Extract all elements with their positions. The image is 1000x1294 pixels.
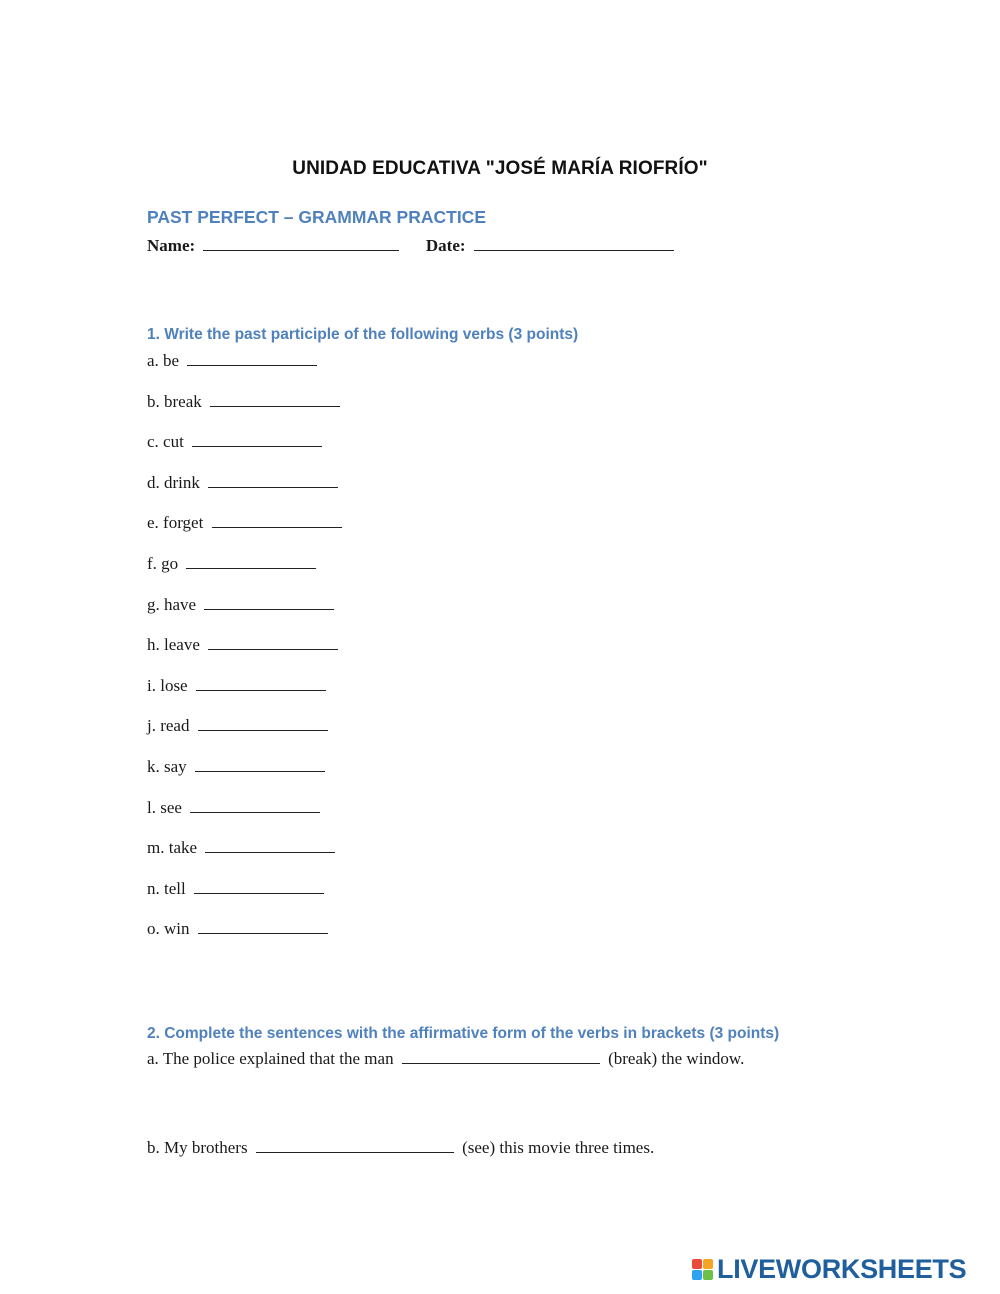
verb-label: k. say bbox=[147, 756, 187, 776]
list-item bbox=[147, 431, 342, 472]
verb-label: g. have bbox=[147, 594, 197, 614]
logo-text: LIVEWORKSHEETS bbox=[717, 1254, 967, 1284]
list-item bbox=[147, 797, 342, 838]
answer-field[interactable] bbox=[198, 716, 328, 731]
sentence-b-end: (see) this movie three times. bbox=[462, 1138, 655, 1157]
verb-label: o. win bbox=[147, 919, 190, 939]
name-label: Name: bbox=[147, 236, 196, 255]
verb-label: b. break bbox=[147, 391, 202, 411]
verb-label: a. be bbox=[147, 351, 180, 370]
liveworksheets-logo bbox=[692, 1254, 966, 1285]
sentence-b-field[interactable] bbox=[256, 1138, 454, 1153]
list-item bbox=[147, 472, 342, 513]
answer-field[interactable] bbox=[195, 757, 325, 772]
verb-label: e. forget bbox=[147, 513, 204, 533]
verb-label: m. take bbox=[147, 838, 198, 858]
answer-field[interactable] bbox=[190, 798, 320, 813]
answer-field[interactable] bbox=[212, 513, 342, 528]
worksheet-title: PAST PERFECT – GRAMMAR PRACTICE bbox=[147, 207, 486, 227]
name-field[interactable] bbox=[203, 236, 399, 251]
sentence-b bbox=[147, 1138, 654, 1158]
sentence-a-field[interactable] bbox=[402, 1049, 600, 1064]
answer-field[interactable] bbox=[204, 595, 334, 610]
list-item bbox=[147, 512, 342, 553]
sentence-b-start: b. My brothers bbox=[147, 1138, 248, 1157]
sentence-a-start: a. The police explained that the man bbox=[147, 1049, 394, 1068]
school-title: UNIDAD EDUCATIVA "JOSÉ MARÍA RIOFRÍO" bbox=[292, 158, 708, 179]
list-item bbox=[147, 350, 342, 391]
list-item bbox=[147, 837, 342, 878]
list-item bbox=[147, 391, 342, 432]
verb-label: d. drink bbox=[147, 472, 200, 492]
date-label: Date: bbox=[425, 236, 466, 255]
verb-label: f. go bbox=[147, 553, 179, 573]
logo-square bbox=[703, 1270, 713, 1280]
list-item bbox=[147, 675, 342, 716]
answer-field[interactable] bbox=[192, 432, 322, 447]
verb-label: i. lose bbox=[147, 675, 188, 695]
list-item bbox=[147, 918, 342, 959]
answer-field[interactable] bbox=[186, 554, 316, 569]
logo-mark-icon bbox=[692, 1259, 713, 1280]
list-item bbox=[147, 715, 342, 756]
list-item bbox=[147, 756, 342, 797]
verb-label: j. read bbox=[147, 716, 190, 736]
verb-label: h. leave bbox=[147, 635, 200, 655]
logo-square bbox=[692, 1270, 702, 1280]
answer-field[interactable] bbox=[210, 392, 340, 407]
list-item bbox=[147, 553, 342, 594]
section-2-title: 2. Complete the sentences with the affirmative form of the verbs in brackets (3 points) bbox=[147, 1025, 780, 1042]
answer-field[interactable] bbox=[196, 676, 326, 691]
answer-field[interactable] bbox=[194, 879, 324, 894]
sentence-a bbox=[147, 1049, 744, 1069]
answer-field[interactable] bbox=[187, 351, 317, 366]
sentence-a-end: (break) the window. bbox=[608, 1049, 745, 1068]
answer-field[interactable] bbox=[205, 838, 335, 853]
list-item bbox=[147, 634, 342, 675]
verb-label: c. cut bbox=[147, 432, 184, 452]
answer-field[interactable] bbox=[208, 473, 338, 488]
list-item bbox=[147, 594, 342, 635]
verb-label: l. see bbox=[147, 797, 182, 817]
date-field[interactable] bbox=[474, 236, 674, 251]
answer-field[interactable] bbox=[198, 919, 328, 934]
name-date-row bbox=[147, 236, 674, 256]
section-1-title: 1. Write the past participle of the following verbs (3 points) bbox=[147, 326, 579, 343]
verb-list bbox=[147, 350, 342, 959]
logo-square bbox=[692, 1259, 702, 1269]
answer-field[interactable] bbox=[208, 635, 338, 650]
list-item bbox=[147, 878, 342, 919]
logo-square bbox=[703, 1259, 713, 1269]
verb-label: n. tell bbox=[147, 878, 186, 898]
